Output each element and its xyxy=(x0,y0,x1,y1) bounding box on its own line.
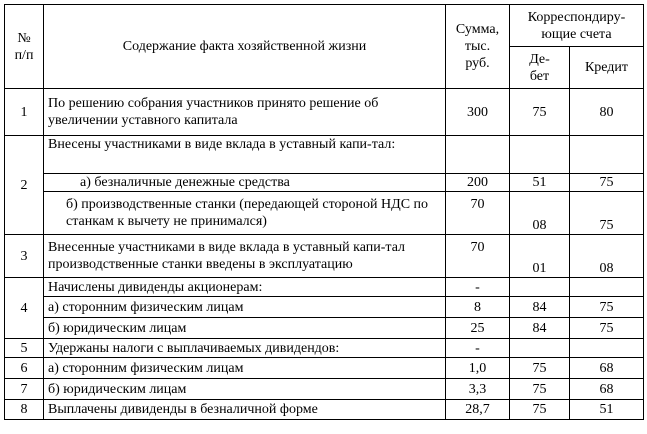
row-num: 2 xyxy=(5,136,44,235)
table-row xyxy=(5,136,644,174)
row-sum: 200 xyxy=(446,174,510,192)
transactions-table xyxy=(4,4,644,420)
row-num: 8 xyxy=(5,400,44,420)
header-sum: Сумма, тыс. руб. xyxy=(446,5,510,89)
table-row xyxy=(5,174,644,192)
row-credit: 68 xyxy=(570,379,644,400)
row-num: 4 xyxy=(5,278,44,339)
row-sum: 70 xyxy=(446,235,510,278)
row-sum: 25 xyxy=(446,318,510,339)
row-credit: 75 xyxy=(570,174,644,192)
header-accounts: Корреспондиру- ющие счета xyxy=(510,5,644,47)
row-text: Выплачены дивиденды в безналичной форме xyxy=(44,400,446,420)
row-debit xyxy=(510,278,570,297)
table-row xyxy=(5,89,644,136)
row-debit: 75 xyxy=(510,89,570,136)
row-debit: 75 xyxy=(510,358,570,379)
row-sum: 70 xyxy=(446,192,510,235)
table-row xyxy=(5,297,644,318)
row-text: б) юридическим лицам xyxy=(44,379,446,400)
row-debit xyxy=(510,136,570,174)
row-debit: 01 xyxy=(510,235,570,278)
table-row xyxy=(5,235,644,278)
row-num: 3 xyxy=(5,235,44,278)
row-debit xyxy=(510,339,570,358)
row-credit xyxy=(570,278,644,297)
table-row xyxy=(5,400,644,420)
row-credit: 75 xyxy=(570,192,644,235)
row-text: Начислены дивиденды акционерам: xyxy=(44,278,446,297)
row-sum: 28,7 xyxy=(446,400,510,420)
row-num: 1 xyxy=(5,89,44,136)
row-sum: 3,3 xyxy=(446,379,510,400)
row-sum: 1,0 xyxy=(446,358,510,379)
row-debit: 75 xyxy=(510,400,570,420)
row-credit xyxy=(570,136,644,174)
header-credit: Кредит xyxy=(570,47,644,89)
row-sum: 300 xyxy=(446,89,510,136)
row-debit: 84 xyxy=(510,318,570,339)
row-text: а) безналичные денежные средства xyxy=(44,174,446,192)
row-text: По решению собрания участников принято решение об увеличении уставного капитала xyxy=(44,89,446,136)
row-num: 7 xyxy=(5,379,44,400)
table-row xyxy=(5,192,644,235)
table-row xyxy=(5,278,644,297)
row-num: 5 xyxy=(5,339,44,358)
header-row-1 xyxy=(5,5,644,47)
row-num: 6 xyxy=(5,358,44,379)
row-text: Внесенные участниками в виде вклада в уставный капи-тал производственные станки введены в эксплуатацию xyxy=(44,235,446,278)
row-text: а) сторонним физическим лицам xyxy=(44,358,446,379)
row-credit: 75 xyxy=(570,297,644,318)
row-text: Внесены участниками в виде вклада в уставный капи-тал: xyxy=(44,136,446,174)
table-row xyxy=(5,379,644,400)
row-sum: - xyxy=(446,339,510,358)
table-row xyxy=(5,339,644,358)
row-credit: 51 xyxy=(570,400,644,420)
table-row xyxy=(5,358,644,379)
row-credit: 68 xyxy=(570,358,644,379)
row-text: б) юридическим лицам xyxy=(44,318,446,339)
row-sum: 8 xyxy=(446,297,510,318)
row-sum xyxy=(446,136,510,174)
row-sum: - xyxy=(446,278,510,297)
row-debit: 08 xyxy=(510,192,570,235)
row-debit: 84 xyxy=(510,297,570,318)
header-debit: Де- бет xyxy=(510,47,570,89)
row-text: Удержаны налоги с выплачиваемых дивидендов: xyxy=(44,339,446,358)
row-debit: 75 xyxy=(510,379,570,400)
row-credit: 08 xyxy=(570,235,644,278)
row-credit: 75 xyxy=(570,318,644,339)
row-credit xyxy=(570,339,644,358)
table-row xyxy=(5,318,644,339)
row-text: а) сторонним физическим лицам xyxy=(44,297,446,318)
row-credit: 80 xyxy=(570,89,644,136)
row-text: б) производственные станки (передающей стороной НДС по станкам к вычету не принимался) xyxy=(44,192,446,235)
header-content: Содержание факта хозяйственной жизни xyxy=(44,5,446,89)
header-num: № п/п xyxy=(5,5,44,89)
row-debit: 51 xyxy=(510,174,570,192)
